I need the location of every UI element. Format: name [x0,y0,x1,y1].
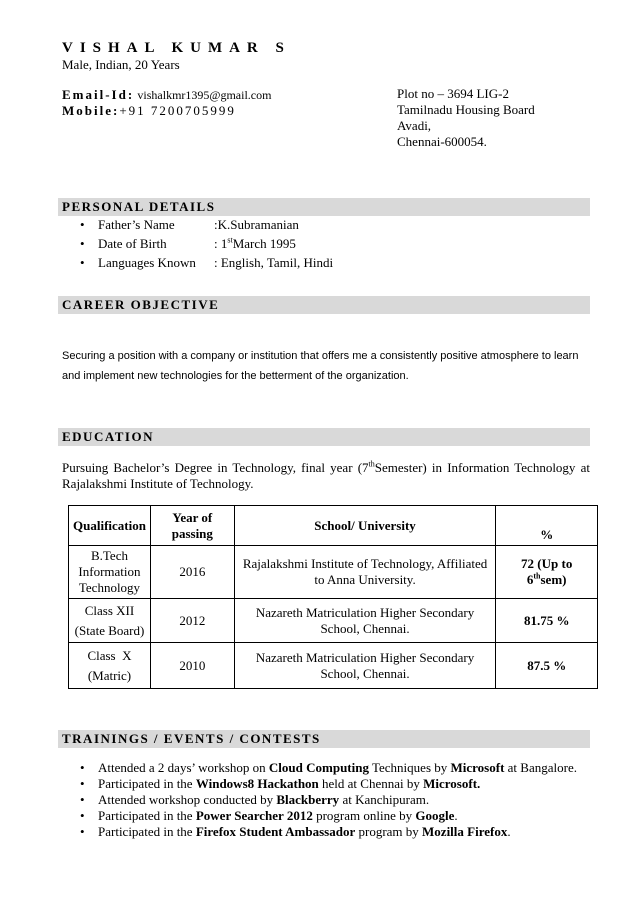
personal-key: Languages Known [98,255,196,270]
qualification-cell: B.Tech Information Technology [69,546,151,599]
column-header: % [496,506,598,546]
list-item [74,215,333,234]
personal-value: : 1stMarch 1995 [214,235,296,251]
section-heading-education: EDUCATION [62,429,154,444]
table-row [69,546,598,599]
section-heading-trainings: TRAININGS / EVENTS / CONTESTS [62,731,321,746]
mobile-value: +91 7200705999 [119,103,236,118]
personal-details-list [74,215,333,272]
list-item: • Participated in the Windows8 Hackathon held at Chennai by Microsoft. [74,776,577,792]
education-intro: Pursuing Bachelor’s Degree in Technology, final year (7thSemester) in Information Technology at Rajalakshmi Institute of Technology. [62,459,590,491]
column-header: School/ University [234,506,496,546]
list-item: • Participated in the Firefox Student Ambassador program by Mozilla Firefox. [74,824,577,840]
section-bar-trainings [58,730,590,748]
school-cell: Rajalakshmi Institute of Technology, Affiliated to Anna University. [234,546,496,599]
education-table [68,505,598,689]
percentage-cell: 87.5 % [496,643,598,689]
address-line: Avadi, [397,118,432,133]
candidate-name: VISHAL KUMAR S [62,40,291,56]
personal-value: : English, Tamil, Hindi [214,255,334,270]
mobile-label: Mobile: [62,103,120,118]
candidate-subtitle: Male, Indian, 20 Years [62,57,180,72]
section-heading-objective: CAREER OBJECTIVE [62,297,220,312]
list-item: • Attended workshop conducted by Blackberry at Kanchipuram. [74,792,577,808]
objective-text: Securing a position with a company or institution that offers me a consistently positive atmosphere to learn and implement new technologies for the betterment of the organization. [62,350,579,382]
section-bar-personal [58,198,590,216]
personal-value: :K.Subramanian [214,217,299,232]
year-cell: 2012 [150,599,234,643]
address-line: Tamilnadu Housing Board [397,102,535,117]
school-cell: Nazareth Matriculation Higher Secondary School, Chennai. [234,643,496,689]
year-cell: 2010 [150,643,234,689]
section-heading-personal: PERSONAL DETAILS [62,199,216,214]
qualification-cell: Class XII (State Board) [69,599,151,643]
percentage-cell: 81.75 % [496,599,598,643]
personal-key: Father’s Name [98,217,175,232]
table-row [69,643,598,689]
address-block [397,86,535,150]
list-item: • Participated in the Power Searcher 2012 program online by Google. [74,808,577,824]
table-row [69,599,598,643]
section-bar-objective [58,296,590,314]
list-item [74,234,333,253]
trainings-list [74,760,577,840]
section-bar-education [58,428,590,446]
email-value[interactable]: vishalkmr1395@gmail.com [137,88,272,102]
column-header: Qualification [69,506,151,546]
address-line: Chennai-600054. [397,134,487,149]
column-header: Year of passing [150,506,234,546]
list-item [74,253,333,272]
address-line: Plot no – 3694 LIG-2 [397,86,509,101]
qualification-cell: Class X (Matric) [69,643,151,689]
personal-key: Date of Birth [98,236,167,251]
email-label: Email-Id: [62,87,135,102]
percentage-cell: 72 (Up to 6thsem) [496,546,598,599]
table-header-row [69,506,598,546]
school-cell: Nazareth Matriculation Higher Secondary School, Chennai. [234,599,496,643]
contact-block [62,87,271,119]
list-item: • Attended a 2 days’ workshop on Cloud Computing Techniques by Microsoft at Bangalore. [74,760,577,776]
year-cell: 2016 [150,546,234,599]
